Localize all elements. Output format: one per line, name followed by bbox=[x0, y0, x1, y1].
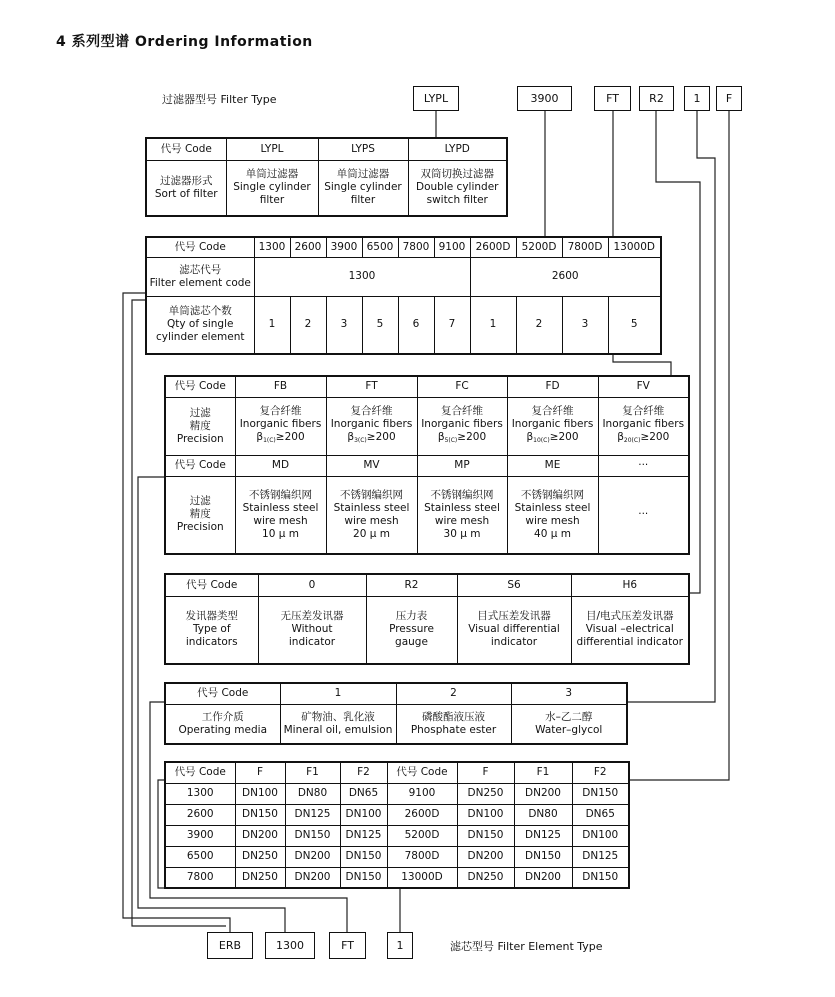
table-header-row bbox=[165, 762, 629, 783]
header-code: 代号 Code bbox=[165, 762, 235, 783]
table-cell: 13000D bbox=[387, 867, 457, 888]
size-code: 7800 bbox=[398, 237, 434, 257]
precision-label: 过滤 精度 Precision bbox=[165, 397, 235, 455]
fiber-fv: 复合纤维 Inorganic fibers $\beta_{20(C)}\ge 200$ bbox=[598, 397, 689, 455]
model-box-series: LYPL bbox=[413, 86, 459, 111]
mesh-mp: 不锈钢编织网 Stainless steel wire mesh 30 μ m bbox=[417, 476, 507, 554]
qty-cell: 5 bbox=[362, 296, 398, 354]
indicator-visual: 目式压差发讯器 Visual differential indicator bbox=[457, 596, 571, 664]
model-box-indicator: R2 bbox=[639, 86, 674, 111]
code-s6: S6 bbox=[457, 574, 571, 596]
table-cell: 7800 bbox=[165, 867, 235, 888]
size-code: 5200D bbox=[516, 237, 562, 257]
size-code: 13000D bbox=[608, 237, 661, 257]
code-3: 3 bbox=[511, 683, 627, 704]
table-cell: DN100 bbox=[572, 825, 629, 846]
fiber-ft: 复合纤维 Inorganic fibers $\beta_{3(C)}\ge 200$ bbox=[326, 397, 417, 455]
size-code: 2600D bbox=[470, 237, 516, 257]
size-code: 7800D bbox=[562, 237, 608, 257]
media-phosphate-ester: 磷酸酯液压液 Phosphate ester bbox=[396, 704, 511, 744]
mesh-me: 不锈钢编织网 Stainless steel wire mesh 40 μ m bbox=[507, 476, 598, 554]
code-h6: H6 bbox=[571, 574, 689, 596]
table-cell: DN250 bbox=[235, 846, 285, 867]
table-cell: DN150 bbox=[235, 804, 285, 825]
table-cell: DN80 bbox=[285, 783, 340, 804]
element-box-type: ERB bbox=[207, 932, 253, 959]
element-box-size: 1300 bbox=[265, 932, 315, 959]
qty-cell: 1 bbox=[254, 296, 290, 354]
qty-cell: 3 bbox=[562, 296, 608, 354]
table-cell: 2600D bbox=[387, 804, 457, 825]
size-table bbox=[145, 236, 662, 355]
table-row bbox=[165, 846, 629, 867]
element-box-media: 1 bbox=[387, 932, 413, 959]
table-cell: DN150 bbox=[340, 846, 387, 867]
media-label: 工作介质 Operating media bbox=[165, 704, 280, 744]
code-header: 代号 Code bbox=[165, 574, 258, 596]
page-title: 4 系列型谱 Ordering Information bbox=[56, 34, 313, 50]
table-cell: DN80 bbox=[514, 804, 572, 825]
qty-cell: 3 bbox=[326, 296, 362, 354]
media-water-glycol: 水–乙二醇 Water–glycol bbox=[511, 704, 627, 744]
code-lyps: LYPS bbox=[318, 138, 408, 160]
table-cell: DN200 bbox=[235, 825, 285, 846]
table-cell: DN150 bbox=[514, 846, 572, 867]
table-cell: DN150 bbox=[340, 867, 387, 888]
model-box-precision: FT bbox=[594, 86, 631, 111]
filter-type-label: 过滤器型号 Filter Type bbox=[162, 93, 277, 106]
element-type-label: 滤芯型号 Filter Element Type bbox=[450, 940, 603, 953]
code-more: ··· bbox=[598, 455, 689, 476]
code-fv: FV bbox=[598, 376, 689, 397]
code-fc: FC bbox=[417, 376, 507, 397]
size-code: 9100 bbox=[434, 237, 470, 257]
qty-cell: 5 bbox=[608, 296, 661, 354]
table-cell: DN150 bbox=[572, 783, 629, 804]
header-code: 代号 Code bbox=[387, 762, 457, 783]
fiber-fd: 复合纤维 Inorganic fibers $\beta_{10(C)}\ge 200$ bbox=[507, 397, 598, 455]
table-cell: DN200 bbox=[514, 867, 572, 888]
table-cell: 5200D bbox=[387, 825, 457, 846]
element-group-1300: 1300 bbox=[254, 257, 470, 296]
sort-lypl: 单筒过滤器 Single cylinder filter bbox=[226, 160, 318, 216]
table-cell: DN200 bbox=[285, 846, 340, 867]
code-md: MD bbox=[235, 455, 326, 476]
table-row bbox=[165, 825, 629, 846]
table-cell: DN250 bbox=[457, 783, 514, 804]
table-cell: DN200 bbox=[285, 867, 340, 888]
code-lypl: LYPL bbox=[226, 138, 318, 160]
code-2: 2 bbox=[396, 683, 511, 704]
table-cell: DN100 bbox=[340, 804, 387, 825]
code-fb: FB bbox=[235, 376, 326, 397]
qty-cell: 2 bbox=[516, 296, 562, 354]
mesh-mv: 不锈钢编织网 Stainless steel wire mesh 20 μ m bbox=[326, 476, 417, 554]
table-cell: DN125 bbox=[285, 804, 340, 825]
size-code: 6500 bbox=[362, 237, 398, 257]
table-cell: 2600 bbox=[165, 804, 235, 825]
precision-table bbox=[164, 375, 690, 555]
code-r2: R2 bbox=[366, 574, 457, 596]
table-cell: 3900 bbox=[165, 825, 235, 846]
element-box-precision: FT bbox=[329, 932, 366, 959]
code-fd: FD bbox=[507, 376, 598, 397]
model-box-size: 3900 bbox=[517, 86, 572, 111]
indicator-none: 无压差发讯器 Without indicator bbox=[258, 596, 366, 664]
model-box-seal: F bbox=[716, 86, 742, 111]
code-ft: FT bbox=[326, 376, 417, 397]
indicator-table bbox=[164, 573, 690, 665]
code-header: 代号 Code bbox=[146, 237, 254, 257]
qty-cell: 7 bbox=[434, 296, 470, 354]
table-cell: DN200 bbox=[457, 846, 514, 867]
table-cell: DN150 bbox=[572, 867, 629, 888]
media-mineral-oil: 矿物油、乳化液 Mineral oil, emulsion bbox=[280, 704, 396, 744]
table-cell: DN65 bbox=[572, 804, 629, 825]
table-cell: 6500 bbox=[165, 846, 235, 867]
filter-sort-table bbox=[145, 137, 508, 217]
mesh-more: ··· bbox=[598, 476, 689, 554]
table-cell: DN250 bbox=[457, 867, 514, 888]
indicator-type-label: 发讯器类型 Type of indicators bbox=[165, 596, 258, 664]
mesh-md: 不锈钢编织网 Stainless steel wire mesh 10 μ m bbox=[235, 476, 326, 554]
header-f1: F1 bbox=[285, 762, 340, 783]
flange-size-table bbox=[164, 761, 630, 889]
table-row bbox=[165, 783, 629, 804]
sort-lyps: 单筒过滤器 Single cylinder filter bbox=[318, 160, 408, 216]
size-code: 2600 bbox=[290, 237, 326, 257]
size-code: 1300 bbox=[254, 237, 290, 257]
table-cell: DN250 bbox=[235, 867, 285, 888]
fiber-fb: 复合纤维 Inorganic fibers $\beta_{1(C)}\ge 200$ bbox=[235, 397, 326, 455]
table-cell: DN125 bbox=[340, 825, 387, 846]
code-me: ME bbox=[507, 455, 598, 476]
table-cell: DN100 bbox=[457, 804, 514, 825]
qty-label: 单筒滤芯个数 Qty of single cylinder element bbox=[146, 296, 254, 354]
header-f: F bbox=[235, 762, 285, 783]
code-mv: MV bbox=[326, 455, 417, 476]
code-header: 代号 Code bbox=[165, 455, 235, 476]
table-cell: DN200 bbox=[514, 783, 572, 804]
code-1: 1 bbox=[280, 683, 396, 704]
table-cell: 9100 bbox=[387, 783, 457, 804]
code-mp: MP bbox=[417, 455, 507, 476]
table-cell: DN100 bbox=[235, 783, 285, 804]
table-cell: DN65 bbox=[340, 783, 387, 804]
fiber-fc: 复合纤维 Inorganic fibers $\beta_{5(C)}\ge 200$ bbox=[417, 397, 507, 455]
qty-cell: 1 bbox=[470, 296, 516, 354]
size-code: 3900 bbox=[326, 237, 362, 257]
table-cell: DN125 bbox=[514, 825, 572, 846]
header-f2: F2 bbox=[340, 762, 387, 783]
header-f: F bbox=[457, 762, 514, 783]
code-header: 代号 Code bbox=[165, 683, 280, 704]
table-cell: 1300 bbox=[165, 783, 235, 804]
sort-lypd: 双筒切换过滤器 Double cylinder switch filter bbox=[408, 160, 507, 216]
code-lypd: LYPD bbox=[408, 138, 507, 160]
table-row bbox=[165, 867, 629, 888]
sort-label: 过滤器形式 Sort of filter bbox=[146, 160, 226, 216]
model-box-media: 1 bbox=[684, 86, 710, 111]
indicator-gauge: 压力表 Pressure gauge bbox=[366, 596, 457, 664]
qty-cell: 6 bbox=[398, 296, 434, 354]
header-f2: F2 bbox=[572, 762, 629, 783]
element-group-2600: 2600 bbox=[470, 257, 661, 296]
qty-cell: 2 bbox=[290, 296, 326, 354]
element-code-label: 滤芯代号 Filter element code bbox=[146, 257, 254, 296]
header-f1: F1 bbox=[514, 762, 572, 783]
table-row bbox=[165, 804, 629, 825]
media-table bbox=[164, 682, 628, 745]
table-cell: DN125 bbox=[572, 846, 629, 867]
table-cell: 7800D bbox=[387, 846, 457, 867]
code-header: 代号 Code bbox=[165, 376, 235, 397]
precision-label: 过滤 精度 Precision bbox=[165, 476, 235, 554]
code-header: 代号 Code bbox=[146, 138, 226, 160]
table-cell: DN150 bbox=[285, 825, 340, 846]
indicator-visual-electrical: 目/电式压差发讯器 Visual –electrical differential indicator bbox=[571, 596, 689, 664]
table-cell: DN150 bbox=[457, 825, 514, 846]
code-0: 0 bbox=[258, 574, 366, 596]
